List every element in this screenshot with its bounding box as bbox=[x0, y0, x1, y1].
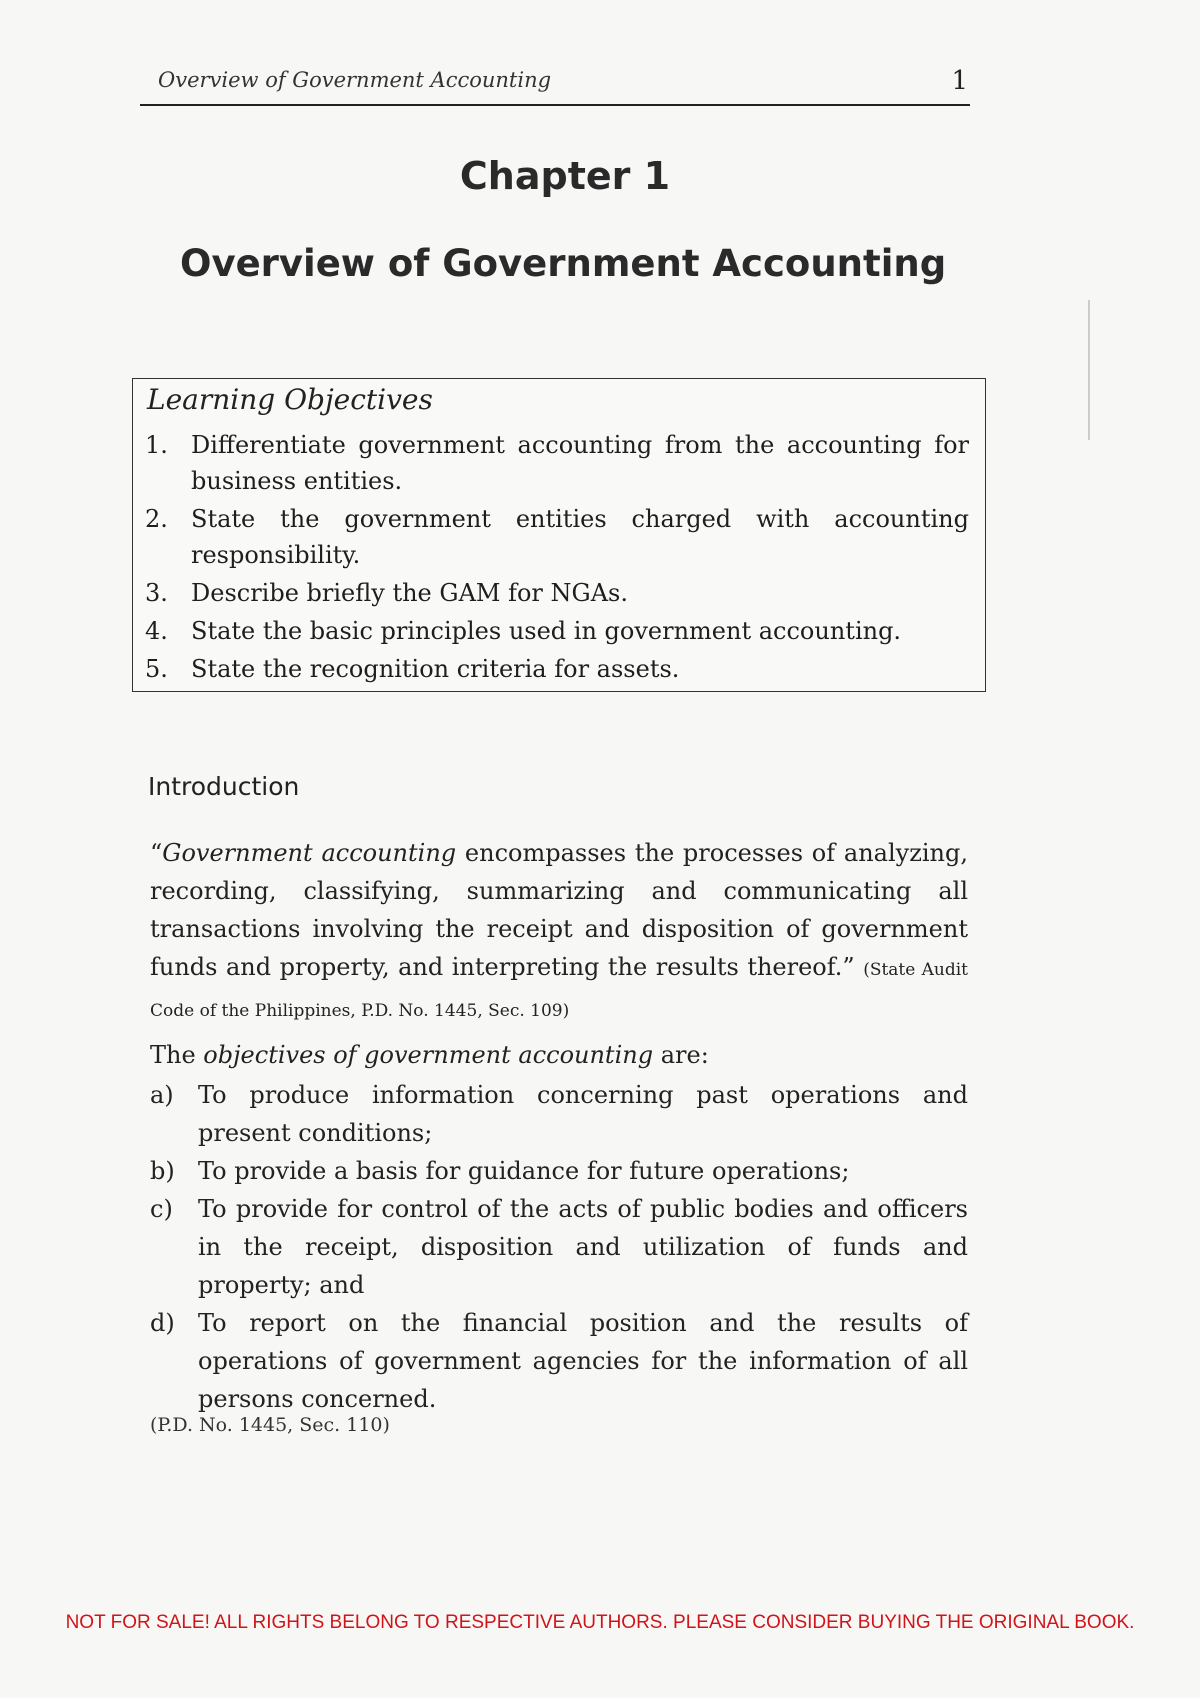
running-header bbox=[140, 64, 970, 106]
objective-text: State the government entities charged with accounting responsibility. bbox=[191, 505, 969, 569]
introduction-quote-body: encompasses the processes of analyzing, recording, classifying, summarizing and communicating all transactions involving the receipt and disposition of government funds and property, and interpreting the results thereof.” bbox=[150, 839, 968, 981]
objective-list-item bbox=[150, 1190, 968, 1304]
government-accounting-objectives-list bbox=[150, 1076, 968, 1418]
objective-item bbox=[143, 613, 969, 649]
objective-list-item bbox=[150, 1152, 968, 1190]
objective-text: State the basic principles used in government accounting. bbox=[191, 617, 902, 645]
learning-objectives-heading: Learning Objectives bbox=[147, 383, 433, 416]
objective-letter: c) bbox=[150, 1195, 173, 1223]
defined-term: Government accounting bbox=[162, 839, 457, 867]
objective-number: 3. bbox=[145, 579, 168, 607]
objective-list-text: To produce information concerning past operations and present conditions; bbox=[198, 1081, 968, 1147]
objective-item bbox=[143, 501, 969, 573]
introduction-paragraph bbox=[150, 834, 968, 1030]
objectives-lead-sentence bbox=[150, 1036, 968, 1074]
objective-item bbox=[143, 651, 969, 687]
objective-text: Describe briefly the GAM for NGAs. bbox=[191, 579, 628, 607]
footer-notice: NOT FOR SALE! ALL RIGHTS BELONG TO RESPECTIVE AUTHORS. PLEASE CONSIDER BUYING THE ORIGINAL BOOK. bbox=[65, 1612, 1135, 1633]
page-number: 1 bbox=[951, 66, 968, 96]
objective-text: State the recognition criteria for assets. bbox=[191, 655, 680, 683]
introduction-heading: Introduction bbox=[148, 772, 300, 801]
objective-number: 2. bbox=[145, 505, 168, 533]
quote-open-mark: “ bbox=[150, 839, 163, 867]
objective-letter: d) bbox=[150, 1309, 175, 1337]
introduction-citation: (State Audit Code of the Philippines, P.D. No. 1445, Sec. 109) bbox=[150, 960, 968, 1021]
learning-objectives-box bbox=[132, 378, 986, 692]
objective-item bbox=[143, 575, 969, 611]
source-citation: (P.D. No. 1445, Sec. 110) bbox=[150, 1414, 390, 1436]
running-header-title: Overview of Government Accounting bbox=[158, 68, 552, 92]
objective-list-text: To provide a basis for guidance for future operations; bbox=[198, 1157, 850, 1185]
objective-letter: b) bbox=[150, 1157, 175, 1185]
learning-objectives-list bbox=[143, 427, 969, 689]
objective-list-item bbox=[150, 1304, 968, 1418]
objective-number: 4. bbox=[145, 617, 168, 645]
page-edge-line bbox=[1088, 300, 1090, 440]
objective-number: 5. bbox=[145, 655, 168, 683]
objective-text: Differentiate government accounting from the accounting for business entities. bbox=[191, 431, 969, 495]
objective-list-text: To report on the financial position and the results of operations of government agencies for the information of all persons concerned. bbox=[198, 1309, 968, 1413]
objectives-term: objectives of government accounting bbox=[203, 1041, 654, 1069]
objective-list-text: To provide for control of the acts of public bodies and officers in the receipt, disposition and utilization of funds and property; and bbox=[198, 1195, 968, 1299]
objective-item bbox=[143, 427, 969, 499]
objective-list-item bbox=[150, 1076, 968, 1152]
lead-in: The bbox=[150, 1041, 204, 1069]
objective-letter: a) bbox=[150, 1081, 174, 1109]
chapter-label: Chapter 1 bbox=[459, 154, 671, 198]
chapter-title: Overview of Government Accounting bbox=[180, 242, 947, 285]
lead-out: are: bbox=[653, 1041, 709, 1069]
objective-number: 1. bbox=[145, 431, 168, 459]
